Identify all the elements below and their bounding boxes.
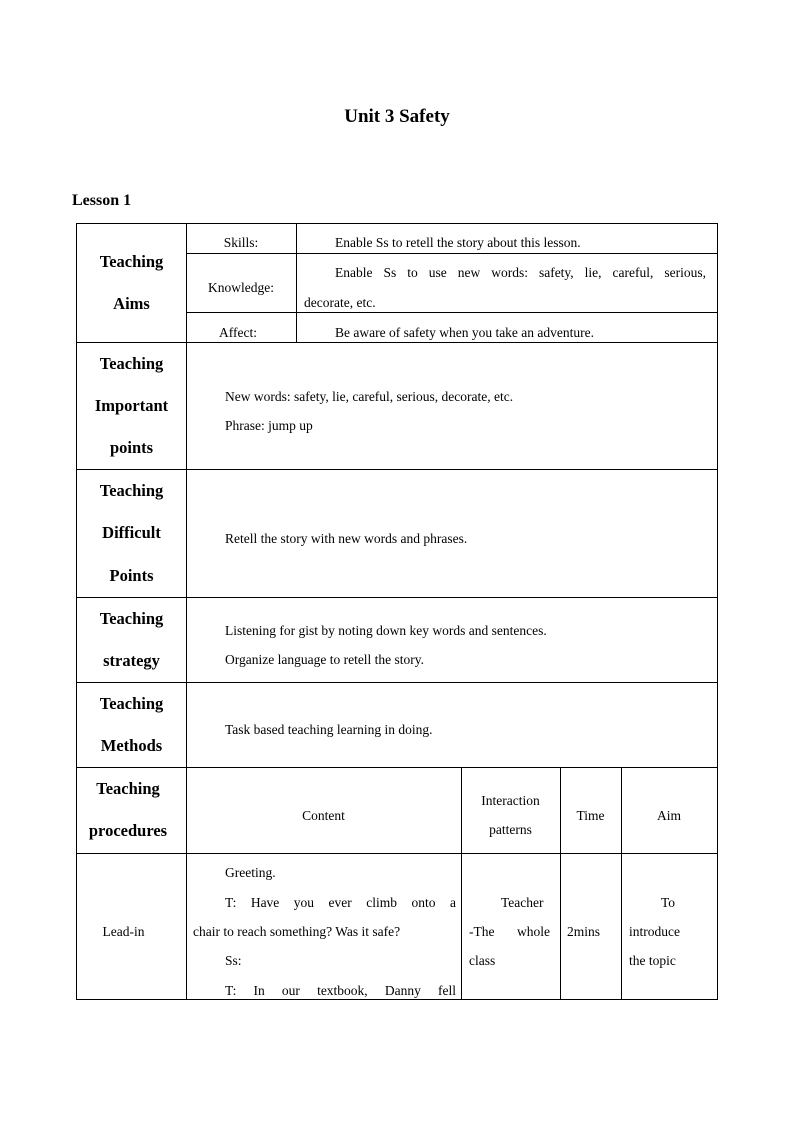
col-content-header: Content — [302, 808, 345, 823]
leadin-aim-line2: introduce — [629, 924, 680, 939]
leadin-aim-line3: the topic — [629, 953, 676, 968]
leadin-content-line1: Greeting. — [225, 865, 276, 880]
important-line1: New words: safety, lie, careful, serious, decorate, etc. — [225, 389, 514, 404]
page-title: Unit 3 Safety — [344, 106, 450, 127]
important-line2: Phrase: jump up — [225, 418, 313, 433]
leadin-interaction-line3: class — [469, 953, 496, 968]
strategy-line1: Listening for gist by noting down key words and sentences. — [225, 623, 547, 638]
knowledge-text-line1: Enable Ss to use new words: safety, lie, careful, serious, — [335, 265, 706, 280]
knowledge-text-line2: decorate, etc. — [304, 295, 376, 310]
skills-text: Enable Ss to retell the story about this lesson. — [335, 235, 581, 250]
aims-header-line1: Teaching — [99, 252, 164, 271]
methods-line1: Task based teaching learning in doing. — [225, 722, 433, 737]
strategy-line2: Organize language to retell the story. — [225, 652, 425, 667]
lesson-heading: Lesson 1 — [72, 192, 132, 209]
methods-header-line2: Methods — [100, 736, 163, 755]
leadin-content-line2: T: Have you ever climb onto a — [225, 895, 456, 910]
strategy-header-line2: strategy — [103, 651, 160, 670]
important-header-line1: Teaching — [99, 354, 164, 373]
col-interaction-header-line1: Interaction — [481, 793, 540, 808]
col-interaction-header-line2: patterns — [489, 822, 532, 837]
procedures-header-line2: procedures — [88, 821, 168, 840]
important-header-line2: Important — [94, 396, 169, 415]
affect-label: Affect: — [219, 325, 257, 340]
important-header-line3: points — [109, 438, 154, 457]
difficult-header-line3: Points — [109, 566, 154, 585]
leadin-label: Lead-in — [102, 924, 145, 939]
strategy-header-line1: Teaching — [99, 609, 164, 628]
leadin-content-line3: chair to reach something? Was it safe? — [193, 924, 401, 939]
difficult-header-line2: Difficult — [102, 523, 161, 542]
affect-text: Be aware of safety when you take an adventure. — [335, 325, 595, 340]
difficult-header-line1: Teaching — [99, 481, 164, 500]
leadin-time: 2mins — [567, 924, 601, 939]
leadin-content-line4: Ss: — [225, 953, 242, 968]
leadin-aim-line1: To — [661, 895, 676, 910]
leadin-interaction-line2: -The whole — [469, 924, 550, 939]
col-time-header: Time — [576, 808, 605, 823]
leadin-content-line5: T: In our textbook, Danny fell — [225, 983, 456, 998]
leadin-interaction-line1: Teacher — [501, 895, 544, 910]
difficult-line1: Retell the story with new words and phrases. — [225, 531, 468, 546]
skills-label: Skills: — [223, 235, 259, 250]
methods-header-line1: Teaching — [99, 694, 164, 713]
procedures-header-line1: Teaching — [96, 779, 160, 798]
aims-header-line2: Aims — [113, 294, 150, 313]
knowledge-label: Knowledge: — [208, 280, 274, 295]
col-aim-header: Aim — [656, 808, 681, 823]
